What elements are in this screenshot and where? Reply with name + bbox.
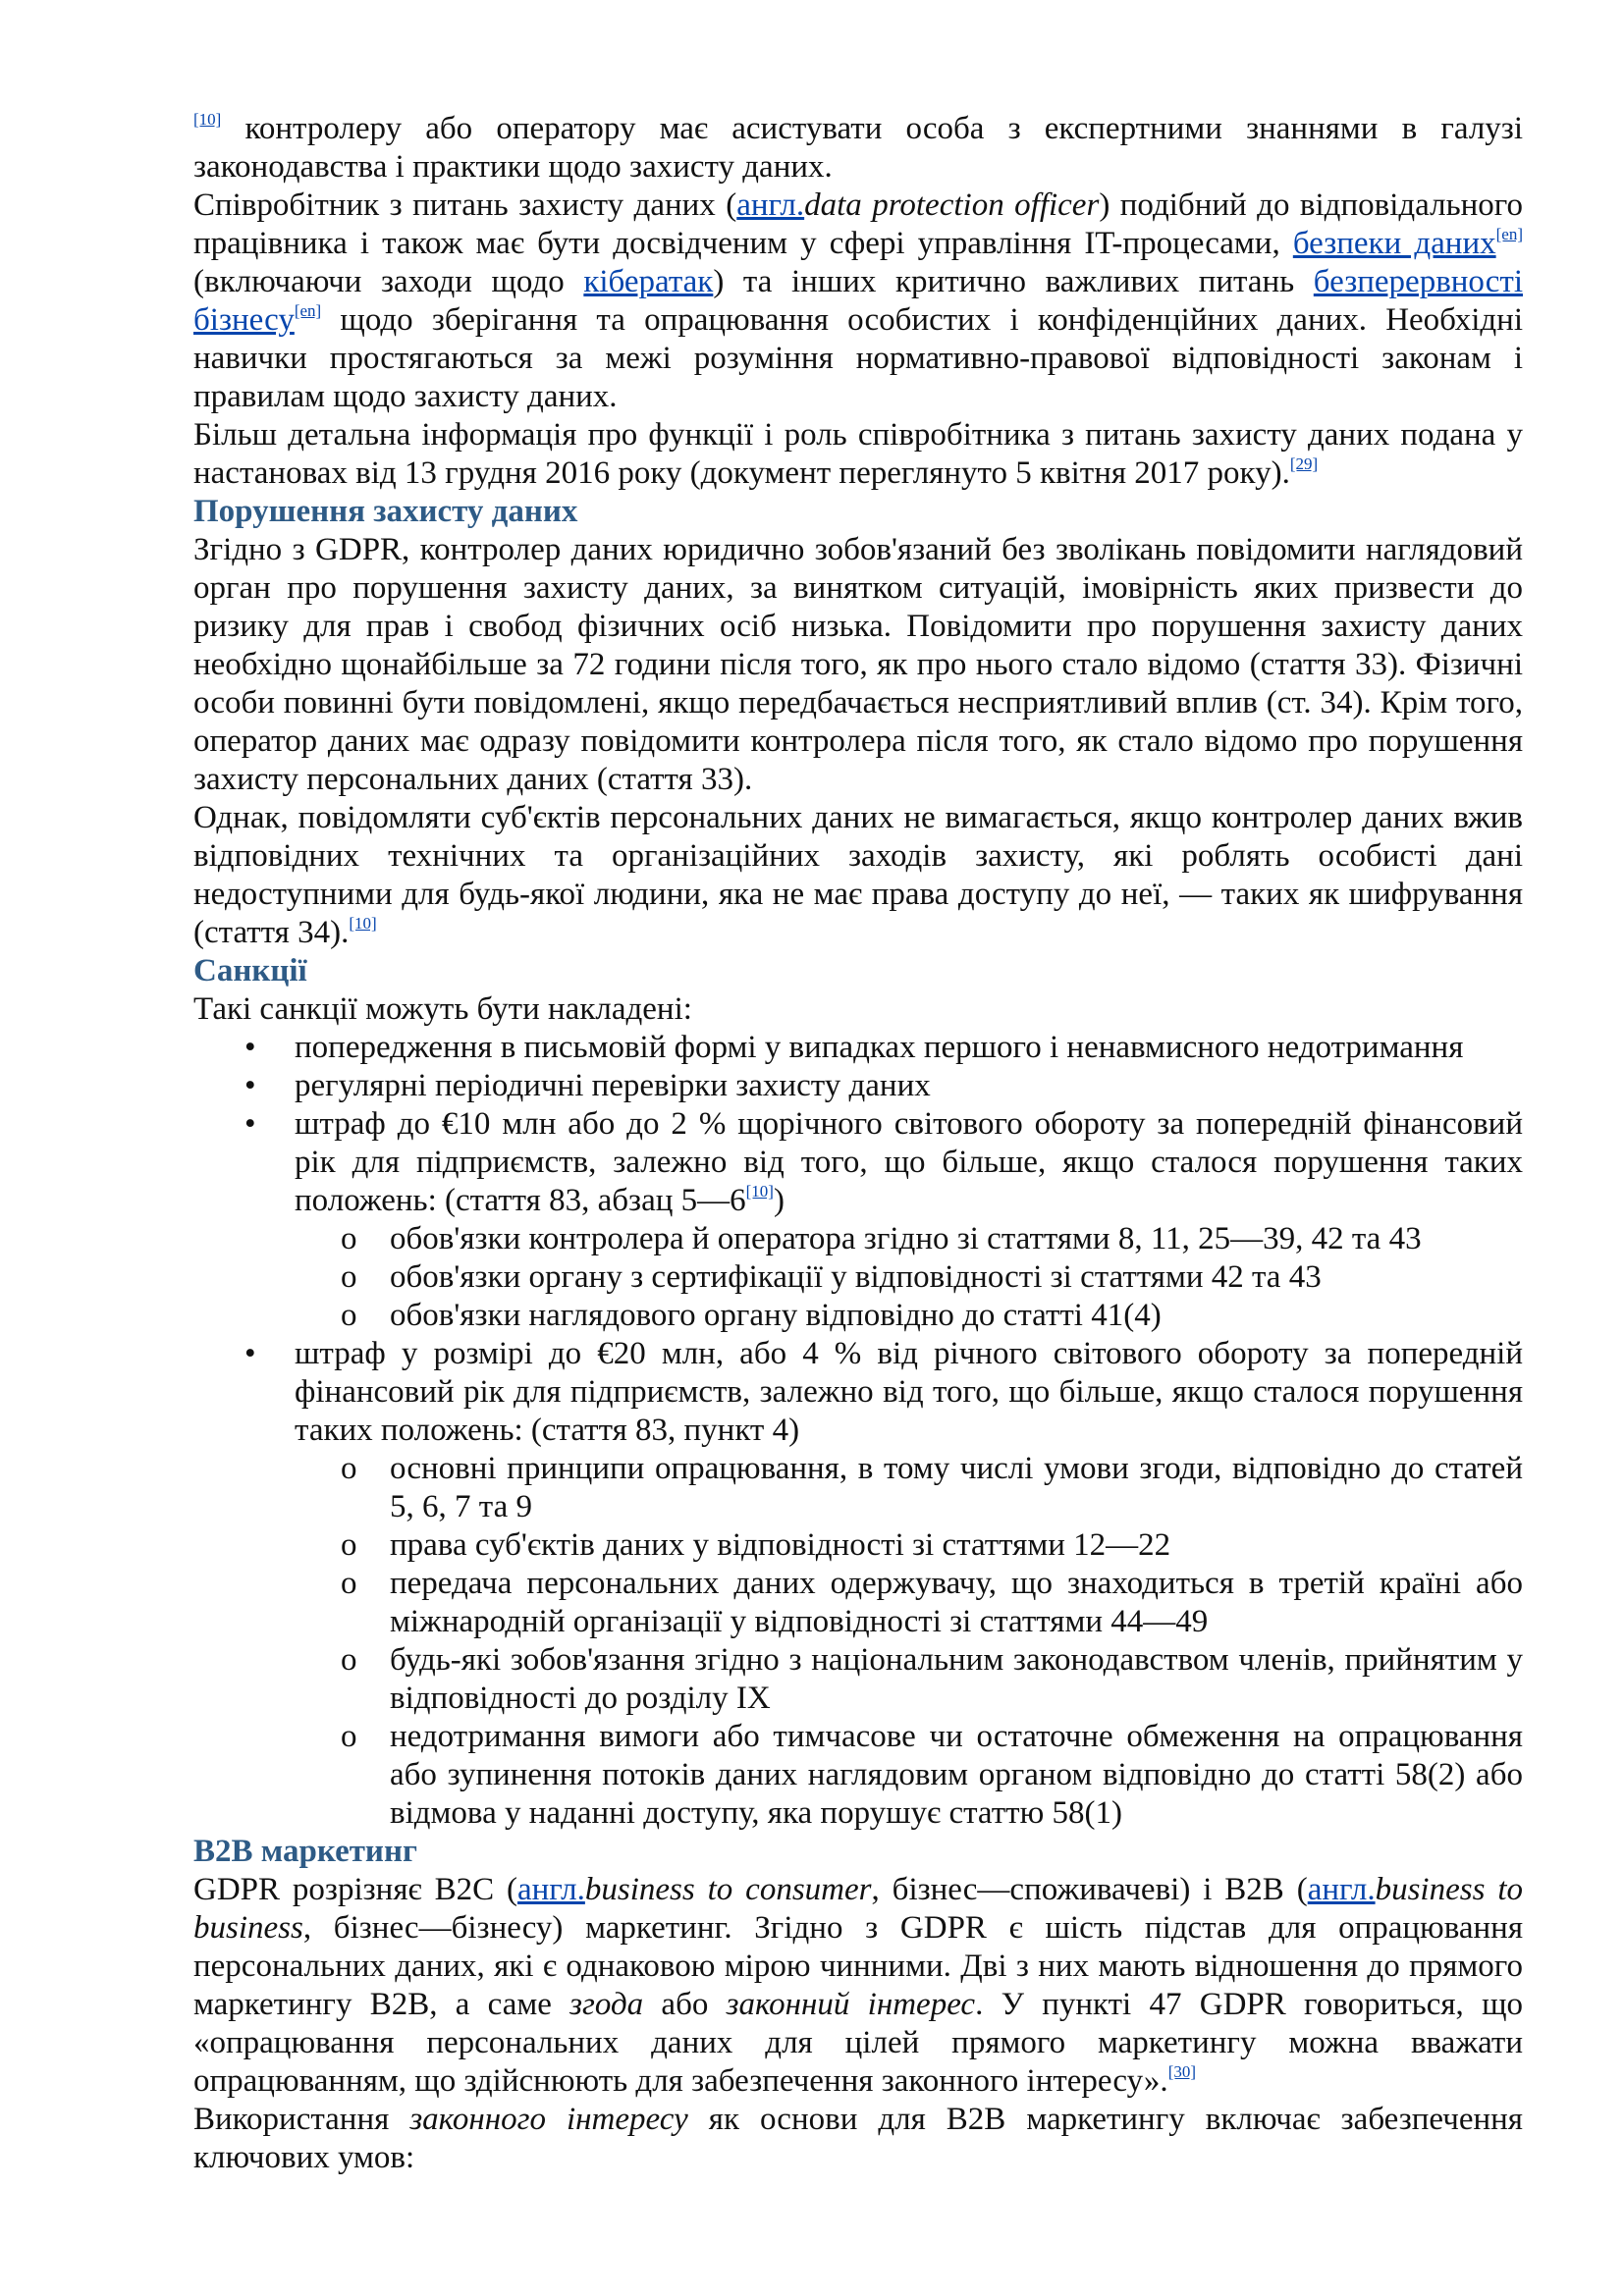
text-run: , бізнес—споживачеві) і B2B (: [871, 1872, 1308, 1907]
reference-link[interactable]: [10]: [193, 110, 222, 129]
sub-list-item: [292, 1258, 1523, 1297]
document-page: [193, 110, 1523, 2177]
circle-bullet-icon: o: [341, 1221, 357, 1256]
sanctions-list: [193, 1029, 1523, 1833]
emphasis: законний інтерес: [726, 1987, 976, 2022]
paragraph-b2b-b2c: [193, 1871, 1523, 2101]
list-item: [193, 1029, 1523, 1067]
sub-list: [295, 1450, 1523, 1833]
circle-bullet-icon: o: [341, 1719, 357, 1754]
reference-29[interactable]: [1290, 454, 1318, 473]
emphasis: згода: [569, 1987, 644, 2022]
english-term: business to business: [193, 1872, 1524, 1946]
paragraph-dpo-assist: [193, 110, 1523, 187]
list-item: [193, 1067, 1523, 1105]
link-angl[interactable]: англ.: [516, 1872, 585, 1907]
sub-list-item-text: обов'язки наглядового органу відповідно до статті 41(4): [390, 1298, 1162, 1333]
text-run: ): [773, 1183, 785, 1218]
reference-10[interactable]: [193, 110, 221, 129]
reference-link[interactable]: [en]: [294, 301, 322, 320]
paragraph-breach-notification: Згідно з GDPR, контролер даних юридично зобов'язаний без зволікань повідомити наглядовий орган про порушення захисту даних, за винятком ситуацій, імовірність яких призвести до ризику для прав і свобод фізичних осіб низька. Повідомити про порушення захисту даних необхідно щонайбільше за 72 години після того, як про нього стало відомо (стаття 33). Фізичні особи повинні бути повідомлені, якщо передбачається несприятливий вплив (ст. 34). Крім того, оператор даних має одразу повідомити контролера після того, як стало відомо про порушення захисту персональних даних (стаття 33).: [193, 532, 1523, 797]
sub-list-item-text: основні принципи опрацювання, в тому числі умови згоди, відповідно до статей 5, 6, 7 та 9: [390, 1451, 1523, 1524]
text-run: GDPR розрізняє B2C (: [193, 1872, 517, 1907]
list-item-text: штраф у розмірі до €20 млн, або 4 % від річного світового обороту за попередній фінансовий рік для підприємств, залежно від того, що більше, якщо сталося порушення таких положень: (стаття 83, пункт 4): [295, 1336, 1523, 1448]
sub-list-item: [292, 1450, 1523, 1526]
heading-b2b-marketing: B2B маркетинг: [193, 1834, 417, 1869]
emphasis: законного інтересу: [409, 2102, 688, 2137]
text-run: щодо зберігання та опрацювання особистих і конфіденційних даних. Необхідні навички простягаються за межі розуміння нормативно-правової відповідності законам і правилам щодо захисту даних.: [193, 302, 1523, 414]
bullet-icon: •: [244, 1030, 256, 1065]
text-run: (включаючи заходи щодо: [193, 264, 584, 299]
text-run: ) та інших критично важливих питань: [713, 264, 1314, 299]
bullet-icon: •: [244, 1068, 256, 1103]
circle-bullet-icon: o: [341, 1642, 357, 1678]
sub-list-item-text: обов'язки контролера й оператора згідно зі статтями 8, 11, 25—39, 42 та 43: [390, 1221, 1422, 1256]
sub-list-item-text: будь-які зобов'язання згідно з національним законодавством членів, прийнятим у відповідності до розділу IX: [390, 1642, 1523, 1716]
reference-link[interactable]: [29]: [1289, 454, 1319, 473]
circle-bullet-icon: o: [341, 1566, 357, 1601]
link-data-security[interactable]: безпеки даних: [1292, 226, 1496, 261]
text-run: або: [643, 1987, 727, 2022]
link-angl[interactable]: англ.: [736, 187, 805, 223]
reference-link[interactable]: [30]: [1167, 2062, 1197, 2081]
text-run: , бізнес—бізнесу) маркетинг. Згідно з GDPR є шість підстав для опрацювання персональних даних, які є однаковою мірою чинними. Дві з них мають відношення до прямого маркетингу B2B, а саме: [193, 1910, 1523, 2022]
bullet-icon: •: [244, 1106, 256, 1142]
text-run: як основи для B2B маркетингу включає забезпечення ключових умов:: [193, 2102, 1523, 2175]
circle-bullet-icon: o: [341, 1259, 357, 1295]
link-cyberattacks[interactable]: кібератак: [583, 264, 714, 299]
sub-list-item-text: недотримання вимоги або тимчасове чи остаточне обмеження на опрацювання або зупинення потоків даних наглядовим органом відповідно до статті 58(2) або відмова у наданні доступу, яка порушує статтю 58(1): [390, 1719, 1523, 1831]
paragraph-dpo-role: [193, 187, 1523, 416]
link-angl[interactable]: англ.: [1307, 1872, 1376, 1907]
reference-link[interactable]: [en]: [1495, 225, 1523, 243]
list-item-text: попередження в письмовій формі у випадках першого і ненавмисного недотримання: [295, 1030, 1464, 1065]
english-term: business to consumer: [584, 1872, 872, 1907]
circle-bullet-icon: o: [341, 1527, 357, 1563]
sub-list-item-text: обов'язки органу з сертифікації у відповідності зі статтями 42 та 43: [390, 1259, 1322, 1295]
reference-en[interactable]: [295, 301, 321, 320]
circle-bullet-icon: o: [341, 1298, 357, 1333]
paragraph-guidelines: [193, 416, 1523, 493]
paragraph-breach-exemption: [193, 799, 1523, 952]
paragraph-sanctions-intro: Такі санкції можуть бути накладені:: [193, 991, 692, 1027]
circle-bullet-icon: o: [341, 1451, 357, 1486]
text-run: Використання: [193, 2102, 410, 2137]
text-run: . У пункті 47 GDPR говориться, що «опрацювання персональних даних для цілей прямого маркетингу можна вважати опрацюванням, що здійснюють для забезпечення законного інтересу».: [193, 1987, 1523, 2099]
list-item: [193, 1335, 1523, 1833]
reference-en[interactable]: [1496, 225, 1523, 243]
reference-10[interactable]: [746, 1182, 774, 1201]
reference-link[interactable]: [10]: [745, 1182, 774, 1201]
heading-data-breach: Порушення захисту даних: [193, 494, 578, 529]
sub-list-item: [292, 1641, 1523, 1718]
sub-list: [295, 1220, 1523, 1335]
reference-link[interactable]: [10]: [349, 914, 377, 933]
sub-list-item: [292, 1220, 1523, 1258]
paragraph-legitimate-interest: [193, 2101, 1523, 2177]
sub-list-item-text: передача персональних даних одержувачу, що знаходиться в третій країні або міжнародній організації у відповідності зі статтями 44—49: [390, 1566, 1523, 1639]
english-term: data protection officer: [804, 187, 1100, 223]
reference-10[interactable]: [349, 914, 376, 933]
sub-list-item: [292, 1565, 1523, 1641]
sub-list-item: [292, 1526, 1523, 1565]
text-run: Співробітник з питань захисту даних (: [193, 187, 737, 223]
link-business-continuity[interactable]: безперервності бізнесу: [193, 264, 1523, 338]
reference-30[interactable]: [1168, 2062, 1196, 2081]
list-item: [193, 1105, 1523, 1335]
sub-list-item-text: права суб'єктів даних у відповідності зі статтями 12—22: [390, 1527, 1171, 1563]
paragraph-text: контролеру або оператору має асистувати особа з експертними знаннями в галузі законодавства і практики щодо захисту даних.: [193, 111, 1523, 185]
sub-list-item: [292, 1718, 1523, 1833]
heading-sanctions: Санкції: [193, 953, 307, 988]
paragraph-text: Більш детальна інформація про функції і роль співробітника з питань захисту даних подана у настановах від 13 грудня 2016 року (документ переглянуто 5 квітня 2017 року).: [193, 417, 1523, 491]
text-run: ) подібний до відповідального працівника і також має бути досвідченим у сфері управління IT-процесами,: [193, 187, 1523, 261]
sub-list-item: [292, 1297, 1523, 1335]
bullet-icon: •: [244, 1336, 256, 1371]
paragraph-text: Однак, повідомляти суб'єктів персональних даних не вимагається, якщо контролер даних вжив відповідних технічних та організаційних заходів захисту, які роблять особисті дані недоступними для будь-якої людини, яка не має права доступу до неї, — таких як шифрування (стаття 34).: [193, 800, 1523, 950]
list-item-text: штраф до €10 млн або до 2 % щорічного світового обороту за попередній фінансовий рік для підприємств, залежно від того, що більше, якщо сталося порушення таких положень: (стаття 83, абзац 5—6: [295, 1106, 1523, 1218]
list-item-text: регулярні періодичні перевірки захисту даних: [295, 1068, 931, 1103]
